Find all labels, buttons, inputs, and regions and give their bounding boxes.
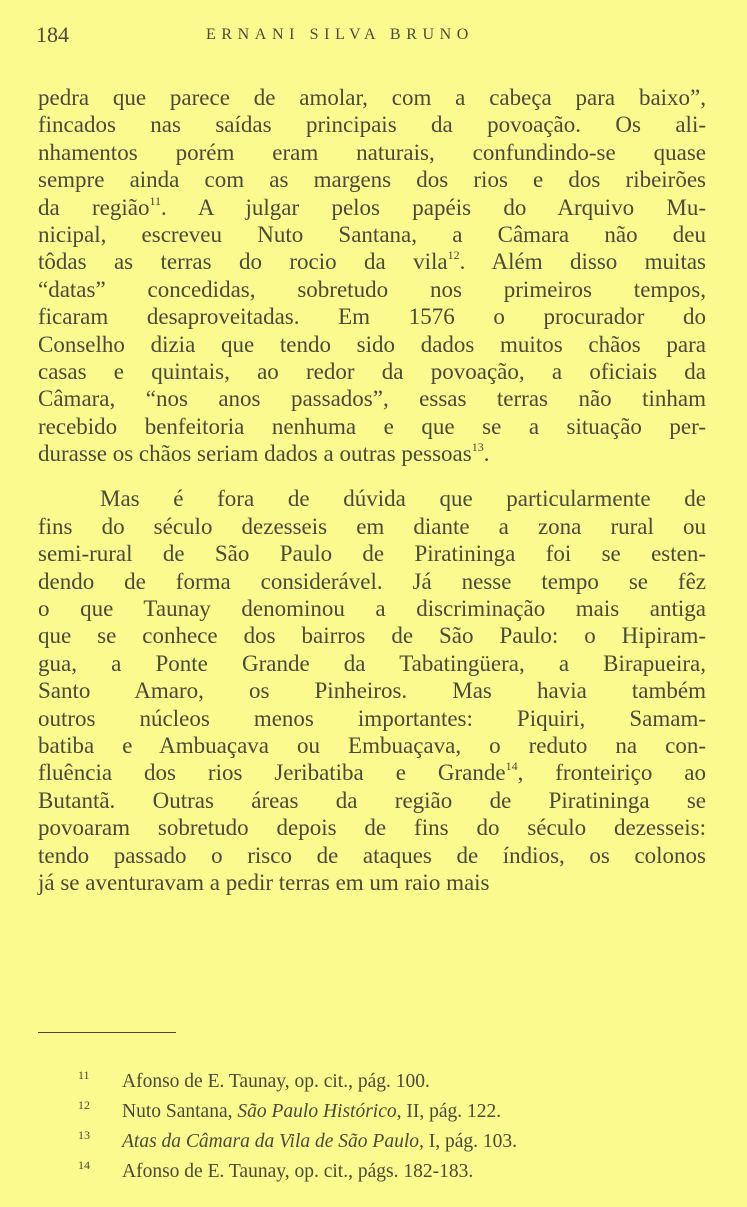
text-segment: , fronteiriço ao (517, 760, 706, 786)
text-segment: durasse os chãos seriam dados a outras pessoas (38, 441, 472, 467)
text-segment: Santo Amaro, os Pinheiros. Mas havia também (38, 678, 706, 704)
running-head (36, 22, 711, 50)
footnote (78, 1060, 678, 1090)
body-text (38, 84, 706, 896)
text-line (38, 869, 706, 896)
text-line (38, 413, 706, 440)
footnote-number: 11 (78, 1068, 90, 1082)
text-line (38, 84, 706, 111)
text-segment: sempre ainda com as margens dos rios e dos ribeirões (38, 167, 706, 193)
text-segment: Butantã. Outras áreas da região de Piratininga se (38, 787, 706, 813)
text-line (38, 622, 706, 649)
page-number: 184 (36, 22, 69, 47)
text-line (38, 331, 706, 358)
text-line (38, 485, 706, 512)
text-segment: casas e quintais, ao redor da povoação, a oficiais da (38, 358, 706, 384)
text-segment: da região (38, 194, 150, 220)
text-segment: já se aventuravam a pedir terras em um raio mais (38, 869, 490, 895)
paragraph-1 (38, 84, 706, 467)
footnote-ref: 14 (505, 759, 518, 774)
text-line (38, 139, 706, 166)
text-line (38, 166, 706, 193)
text-segment: o que Taunay denominou a discriminação mais antiga (38, 596, 706, 622)
text-segment: tendo passado o risco de ataques de índios, os colonos (38, 842, 706, 868)
text-segment: . A julgar pelos papéis do Arquivo Mu- (161, 194, 706, 220)
footnotes (78, 1060, 678, 1180)
text-line (38, 540, 706, 567)
text-segment: semi-rural de São Paulo de Piratininga foi se esten- (38, 541, 706, 567)
running-title: ERNANI SILVA BRUNO (206, 26, 474, 43)
text-segment: outros núcleos menos importantes: Piquiri, Samam- (38, 705, 706, 731)
text-segment: dendo de forma considerável. Já nesse tempo se fêz (38, 568, 706, 594)
footnote (78, 1090, 678, 1120)
text-line (38, 385, 706, 412)
text-line (38, 650, 706, 677)
footnote-ref: 11 (149, 193, 162, 208)
text-line (38, 842, 706, 869)
text-line (38, 194, 706, 221)
footnote-text: Nuto Santana, (122, 1101, 238, 1122)
text-line (38, 303, 706, 330)
text-segment: fluência dos rios Jeribatiba e Grande (38, 760, 506, 786)
text-line (38, 221, 706, 248)
footnote (78, 1120, 678, 1150)
text-segment: Câmara, “nos anos passados”, essas terras não tinham (38, 386, 706, 412)
footnote-ref: 12 (447, 248, 460, 263)
text-segment: batiba e Ambuaçava ou Embuaçava, o reduto na con- (38, 732, 706, 758)
text-line (38, 276, 706, 303)
footnote-ref: 13 (471, 440, 484, 455)
text-segment: nicipal, escreveu Nuto Santana, a Câmara não deu (38, 221, 706, 247)
text-line (38, 440, 706, 467)
text-line (38, 568, 706, 595)
text-segment: “datas” concedidas, sobretudo nos primeiros tempos, (38, 276, 706, 302)
text-segment: nhamentos porém eram naturais, confundindo-se quase (38, 139, 706, 165)
text-line (38, 732, 706, 759)
text-line (38, 595, 706, 622)
text-segment: recebido benfeitoria nenhuma e que se a situação per- (38, 413, 706, 439)
footnote-text: I, pág. 103. (423, 1131, 518, 1152)
footnote-text: Atas da Câmara da Vila de São Paulo, (122, 1131, 424, 1152)
text-segment: . (483, 441, 490, 467)
text-segment: fincados nas saídas principais da povoação. Os ali- (38, 112, 706, 138)
text-segment: . Além disso muitas (459, 249, 706, 275)
text-segment: fins do século dezesseis em diante a zona rural ou (38, 513, 706, 539)
text-line (38, 677, 706, 704)
footnote-number: 13 (78, 1128, 90, 1142)
text-line (38, 111, 706, 138)
text-line (38, 513, 706, 540)
footnote-text: São Paulo Histórico, (237, 1101, 402, 1122)
text-line (38, 814, 706, 841)
footnote-rule (38, 1032, 176, 1033)
footnote-text: Afonso de E. Taunay, op. cit., pág. 100. (122, 1071, 430, 1092)
text-segment: que se conhece dos bairros de São Paulo: o Hipiram- (38, 623, 706, 649)
text-segment: povoaram sobretudo depois de fins do século dezesseis: (38, 815, 706, 841)
footnote-text: II, pág. 122. (401, 1101, 502, 1122)
text-segment: tôdas as terras do rocio da vila (38, 249, 448, 275)
footnote-number: 12 (78, 1098, 90, 1112)
text-line (38, 358, 706, 385)
text-segment: ficaram desaproveitadas. Em 1576 o procurador do (38, 304, 706, 330)
text-segment: gua, a Ponte Grande da Tabatingüera, a Birapueira, (38, 650, 706, 676)
footnote-text: Afonso de E. Taunay, op. cit., págs. 182-183. (122, 1161, 474, 1182)
footnote (78, 1150, 678, 1180)
text-line (38, 787, 706, 814)
text-line (38, 248, 706, 275)
text-segment: Conselho dizia que tendo sido dados muitos chãos para (38, 331, 706, 357)
text-segment: Mas é fora de dúvida que particularmente de (100, 486, 706, 512)
text-line (38, 759, 706, 786)
footnote-number: 14 (78, 1158, 90, 1172)
paragraph-2 (38, 485, 706, 896)
text-segment: pedra que parece de amolar, com a cabeça para baixo”, (38, 85, 706, 110)
text-line (38, 705, 706, 732)
